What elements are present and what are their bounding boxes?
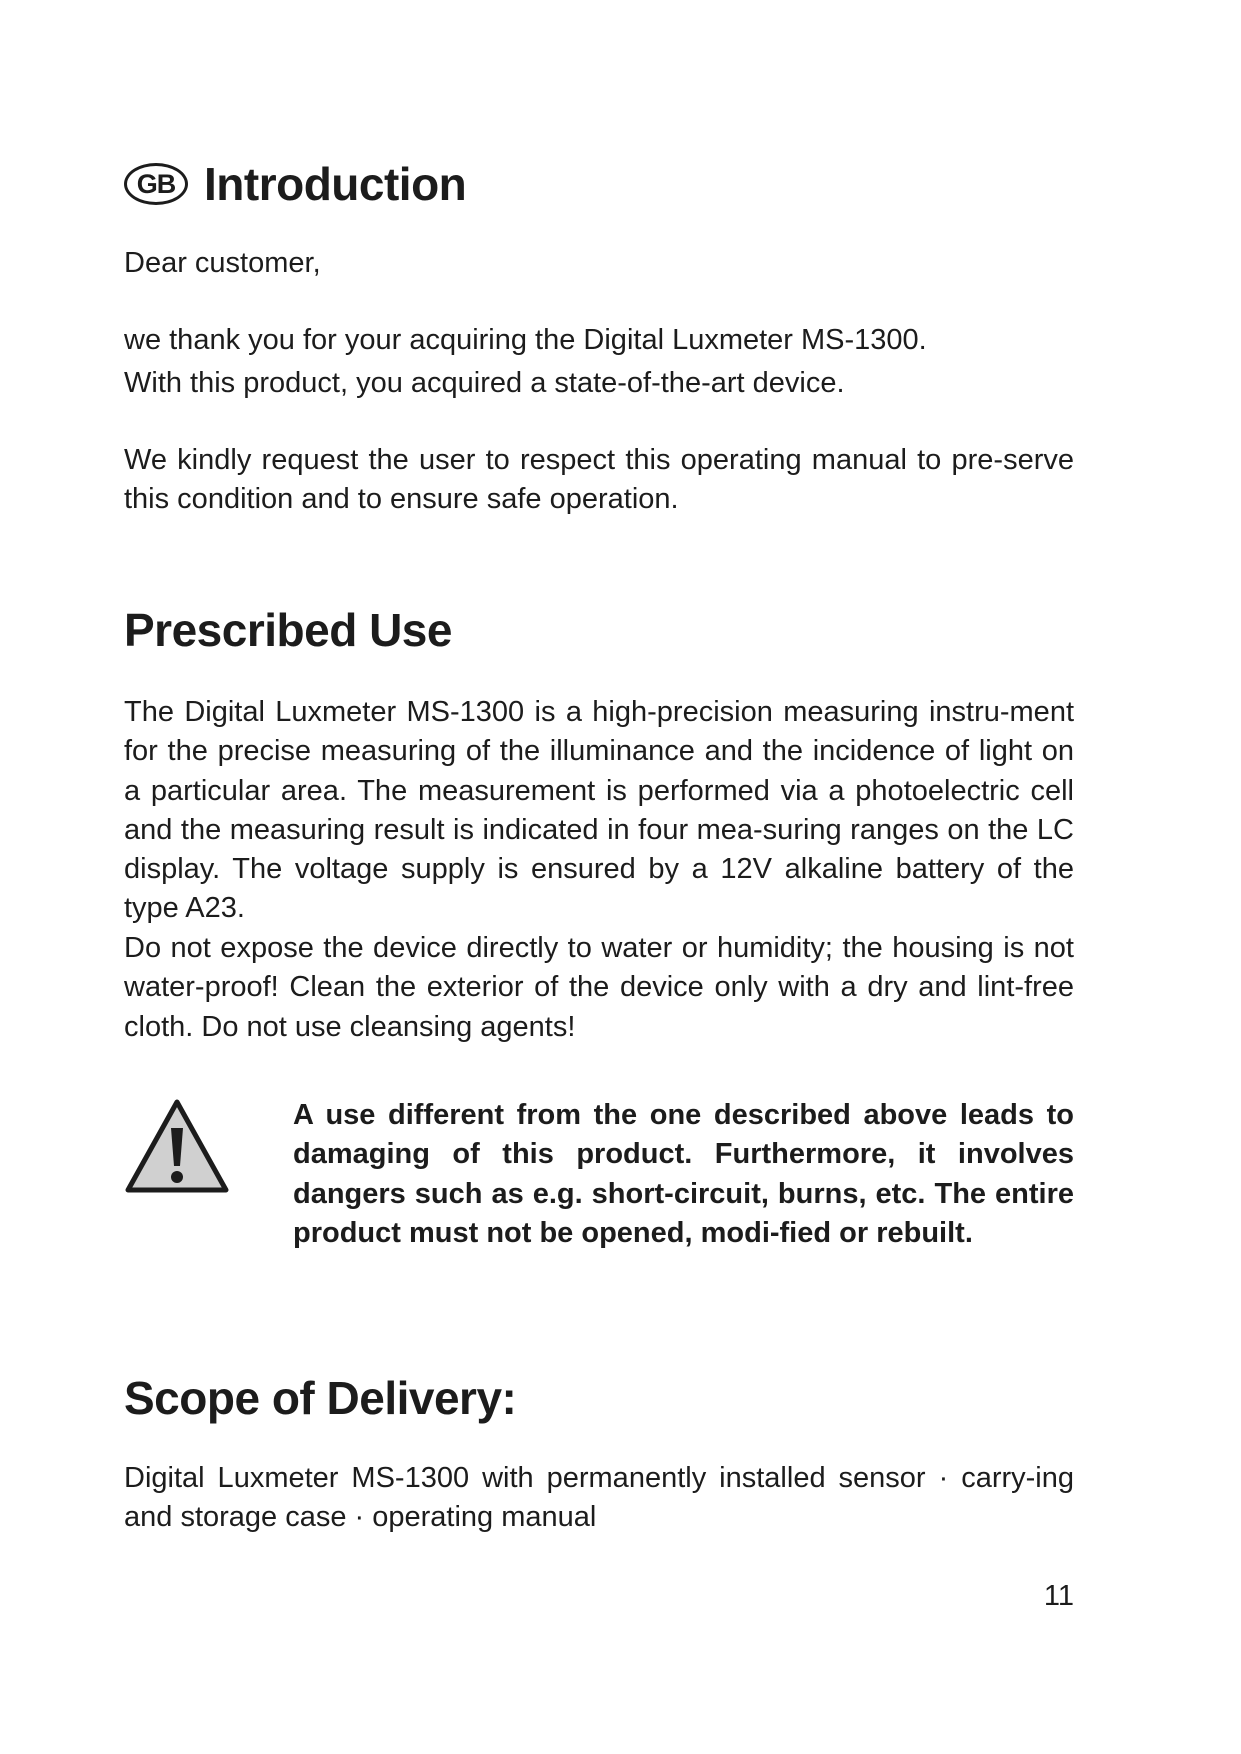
introduction-title: Introduction (204, 158, 467, 210)
prescribed-use-paragraph-2: Do not expose the device directly to water or humidity; the housing is not water-proof! Clean the exterior of the device only with a dry and lint-free cloth. Do not use cleansing agents! (124, 932, 1074, 1043)
thanks-line-2: With this product, you acquired a state-of-the-art device. (124, 367, 845, 399)
request-paragraph: We kindly request the user to respect this operating manual to pre-serve this condition and to ensure safe operation. (124, 444, 1074, 516)
prescribed-use-paragraph-1: The Digital Luxmeter MS-1300 is a high-precision measuring instru-ment for the precise measuring of the illuminance and the incidence of light on a particular area. The measurement is performed via a photoelectric cell and the measuring result is indicated in four mea-suring ranges on the LC display. The voltage supply is ensured by a 12V alkaline battery of the type A23. (124, 696, 1074, 925)
scope-of-delivery-title: Scope of Delivery: (124, 1372, 517, 1424)
scope-heading-row (124, 1371, 516, 1425)
prescribed-use-heading-row (124, 603, 452, 657)
prescribed-use-title: Prescribed Use (124, 604, 452, 656)
scope-items-text: Digital Luxmeter MS-1300 with permanently installed sensor · carry-ing and storage case · operating manual (124, 1462, 1074, 1534)
introduction-heading-row (124, 157, 466, 211)
warning-text: A use different from the one described above leads to damaging of this product. Furthermore, it involves dangers such as e.g. short-circuit, burns, etc. The entire product must not be opened, modi-fied or rebuilt. (293, 1099, 1074, 1249)
manual-page (124, 0, 1074, 1754)
warning-triangle-icon (124, 1098, 230, 1194)
gb-language-badge: GB (124, 163, 188, 205)
thanks-line-1: we thank you for your acquiring the Digital Luxmeter MS-1300. (124, 324, 927, 356)
greeting-text: Dear customer, (124, 247, 321, 279)
page-number: 11 (1043, 1580, 1074, 1612)
